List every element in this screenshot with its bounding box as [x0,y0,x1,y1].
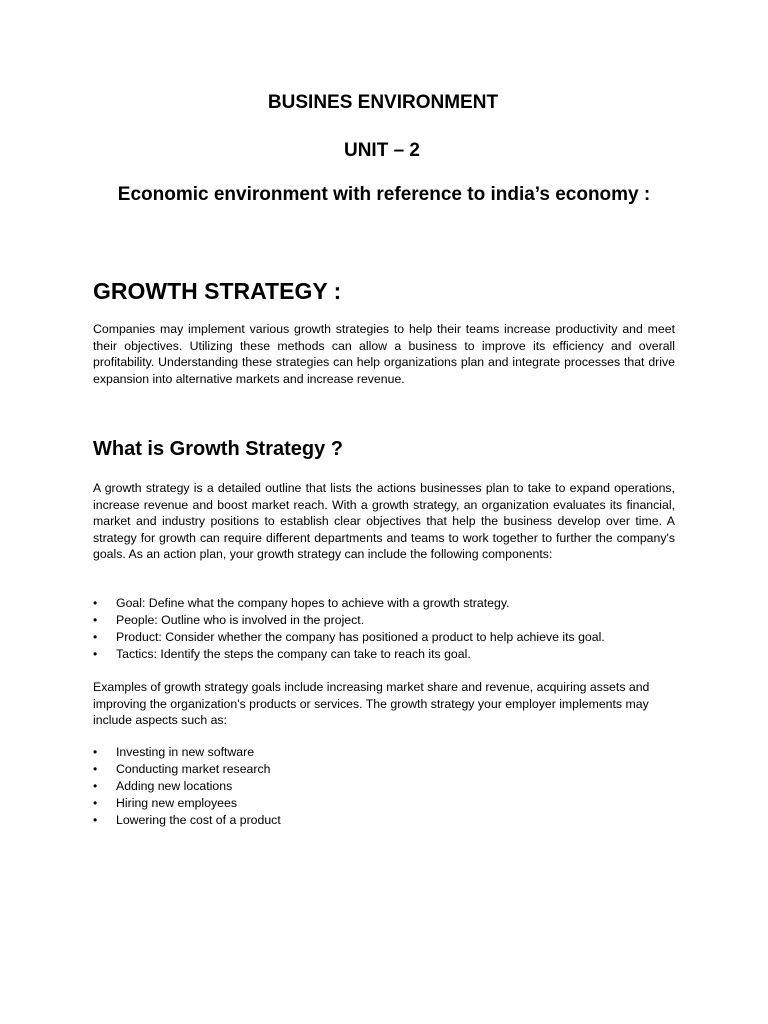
aspects-list [93,744,281,829]
list-item [93,795,281,812]
list-item-text: Tactics: Identify the steps the company can take to reach its goal. [116,647,471,661]
bullet-icon: • [93,796,98,810]
what-is-growth-strategy-paragraph: A growth strategy is a detailed outline that lists the actions businesses plan to take to expand operations, increase revenue and boost market reach. With a growth strategy, an organization evaluates its financial, market and industry positions to establish clear objectives that help the business develop over time. A strategy for growth can require different departments and teams to work together to further the company's goals. As an action plan, your growth strategy can include the following components: [93,481,675,562]
bullet-icon: • [93,762,98,776]
bullet-icon: • [93,596,98,610]
document-title: BUSINES ENVIRONMENT [267,92,499,113]
bullet-icon: • [93,745,98,759]
list-item-text: Product: Consider whether the company has positioned a product to help achieve its goal. [116,630,605,644]
list-item-text: Lowering the cost of a product [116,813,281,827]
what-is-growth-strategy-heading: What is Growth Strategy ? [93,438,344,460]
examples-paragraph: Examples of growth strategy goals include increasing market share and revenue, acquiring assets and improving the organization's products or services. The growth strategy your employer implements may include aspects such as: [93,680,650,728]
document-subtitle: Economic environment with reference to india’s economy : [117,184,651,205]
list-item [93,595,605,612]
list-item [93,778,281,795]
list-item [93,744,281,761]
list-item [93,629,605,646]
list-item [93,812,281,829]
list-item [93,646,605,663]
bullet-icon: • [93,630,98,644]
growth-strategy-heading: GROWTH STRATEGY : [93,278,342,304]
list-item-text: Conducting market research [116,762,271,776]
list-item [93,612,605,629]
unit-title: UNIT – 2 [343,140,421,161]
bullet-icon: • [93,779,98,793]
list-item-text: Hiring new employees [116,796,237,810]
bullet-icon: • [93,613,98,627]
list-item [93,761,281,778]
bullet-icon: • [93,813,98,827]
components-list [93,595,605,663]
list-item-text: Goal: Define what the company hopes to achieve with a growth strategy. [116,596,510,610]
bullet-icon: • [93,647,98,661]
list-item-text: Adding new locations [116,779,233,793]
list-item-text: People: Outline who is involved in the project. [116,613,365,627]
list-item-text: Investing in new software [116,745,255,759]
growth-strategy-paragraph: Companies may implement various growth strategies to help their teams increase productivity and meet their objectives. Utilizing these methods can allow a business to improve its efficiency and overall profitability. Understanding these strategies can help organizations plan and integrate processes that drive expansion into alternative markets and increase revenue. [93,322,675,386]
